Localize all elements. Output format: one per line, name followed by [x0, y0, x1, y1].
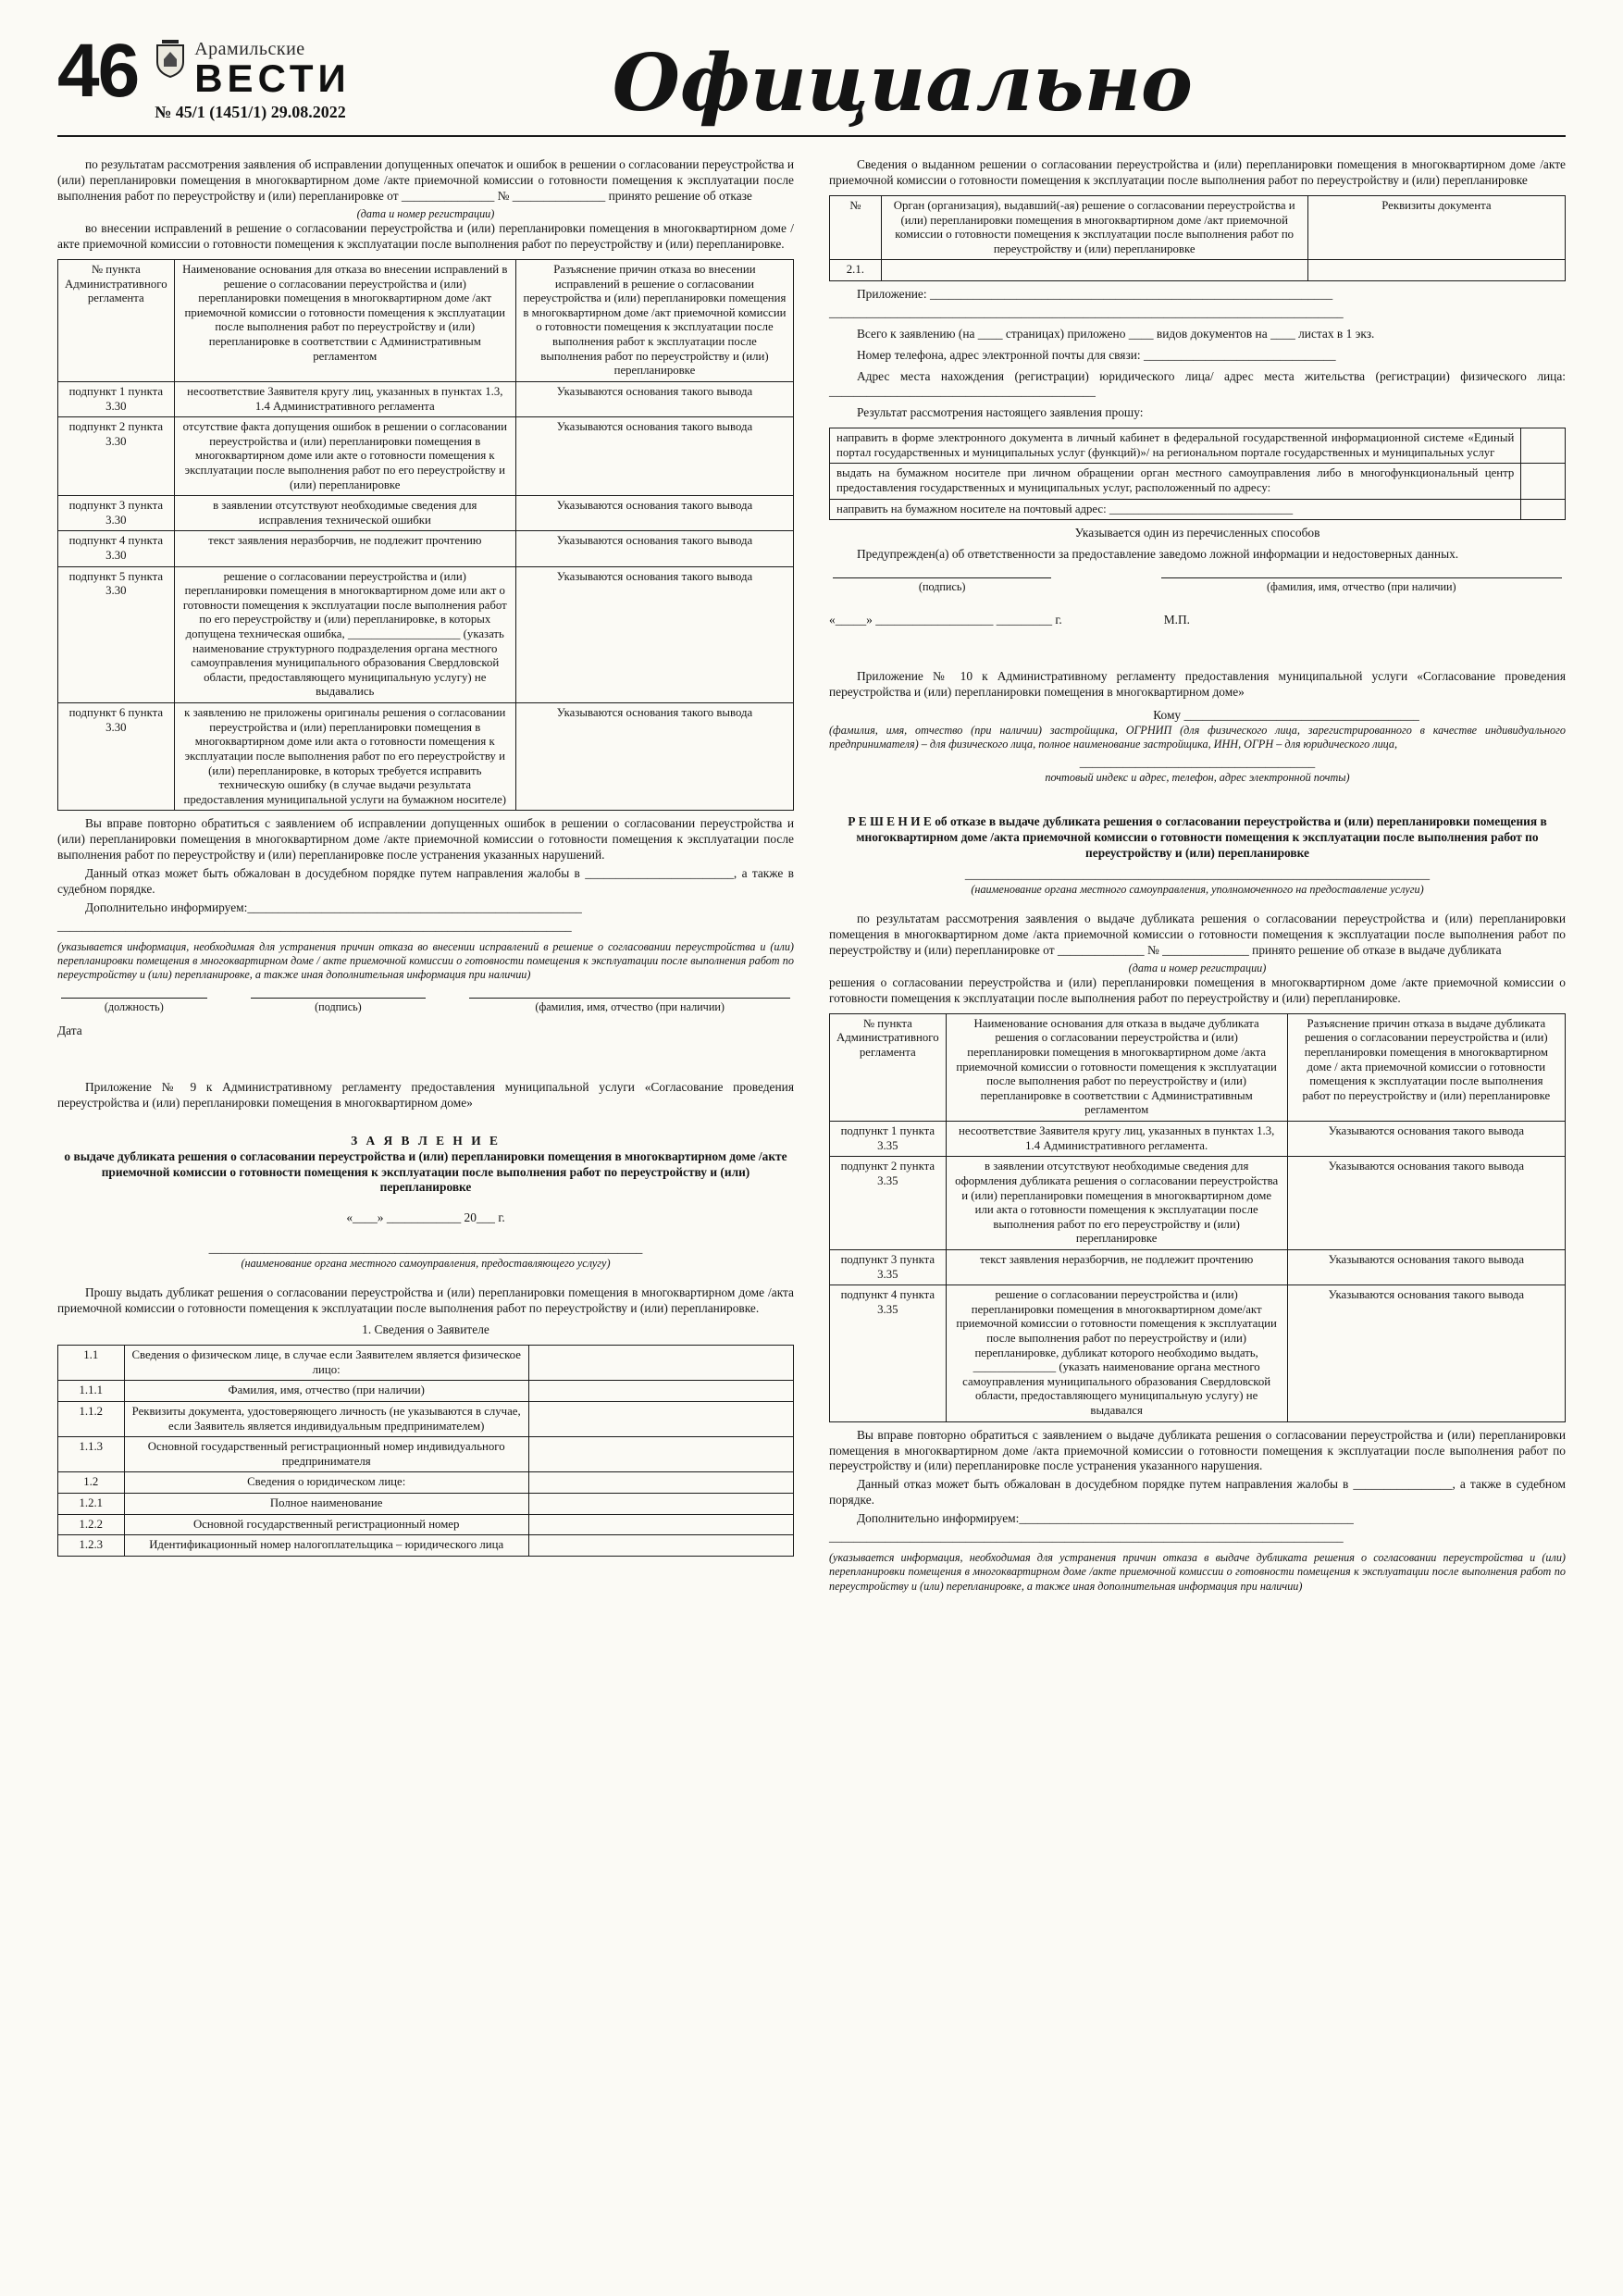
table-row — [830, 1157, 1566, 1250]
option-mark-cell — [1521, 428, 1566, 464]
appeal-paragraph: Данный отказ может быть обжалован в досудебном порядке путем направления жалобы в ________________, а также в судебном порядке. — [829, 1477, 1566, 1508]
statement-subtitle: о выдаче дубликата решения о согласовании переустройства и (или) перепланировки помещения в многоквартирном доме /акте приемочной комиссии о готовности помещения к эксплуатации после выполнения работ по переустройству и (или) перепланировке — [64, 1148, 787, 1195]
regulation-cell: подпункт 6 пункта 3.30 — [58, 703, 175, 811]
table-row — [830, 260, 1566, 281]
signature-label: (подпись) — [833, 577, 1051, 594]
refusal-intro-continued: во внесении исправлений в решение о согласовании переустройства и (или) перепланировки помещения в многоквартирном доме / акте приемочной комиссии о готовности помещения к эксплуатации после выполнения работ по переустройству и (или) перепланировке. — [57, 221, 794, 252]
delivery-option-label: выдать на бумажном носителе при личном обращении орган местного самоуправления либо в многофункциональный центр предоставления государственных и муниципальных услуг, расположенный по адресу: — [830, 464, 1521, 499]
content-columns — [57, 157, 1566, 1596]
value-cell — [528, 1535, 793, 1557]
reason-cell: Указываются основания такого вывода — [1287, 1249, 1565, 1285]
org-name-note: (наименование органа местного самоуправления, предоставляющего услугу) — [241, 1257, 611, 1271]
appeal-paragraph: Данный отказ может быть обжалован в досудебном порядке путем направления жалобы в ________________________, а также в судебном порядке. — [57, 866, 794, 896]
table-row — [58, 703, 794, 811]
claimant-info-table — [57, 1345, 794, 1557]
reason-cell: Указываются основания такого вывода — [515, 417, 793, 496]
brand-name-top: Арамильские — [194, 39, 305, 59]
item-label-cell: Полное наименование — [124, 1494, 528, 1515]
position-label: (должность) — [61, 998, 207, 1014]
reason-cell: Указываются основания такого вывода — [1287, 1157, 1565, 1250]
column-header-number: № — [830, 195, 882, 259]
column-header-organ: Орган (организация), выдавший(-ая) решение о согласовании переустройства и (или) перепланировки помещения в многоквартирном доме /акт приемочной комиссии о готовности помещения к эксплуатации после выполнения работ по переустройству и (или) перепланировке — [881, 195, 1307, 259]
regulation-cell: подпункт 2 пункта 3.35 — [830, 1157, 947, 1250]
basis-cell: решение о согласовании переустройства и (или) перепланировки помещения в многоквартирном доме или акт о готовности помещения к эксплуатации после выполнения работ по его переустройству и (или) перепланировке, в которых допущена техническая ошибка, ___________________ (указать наименование структурного подразделения органа местного самоуправления муниципального образования Свердловской области, предоставляющего муниципальную услугу) не выдавались — [174, 566, 515, 702]
reason-cell: Указываются основания такого вывода — [515, 531, 793, 566]
newspaper-logo — [155, 35, 350, 122]
item-number-cell: 1.1 — [58, 1346, 125, 1381]
table-row — [58, 1472, 794, 1494]
full-name-label: (фамилия, имя, отчество (при наличии) — [469, 998, 790, 1014]
value-cell — [1307, 260, 1565, 281]
to-whom-blank-line: ______________________________________ — [1079, 754, 1316, 769]
left-column — [57, 157, 794, 1596]
basis-cell: текст заявления неразборчив, не подлежит прочтению — [174, 531, 515, 566]
basis-cell: к заявлению не приложены оригиналы решения о согласовании переустройства и (или) перепланировки помещения в многоквартирном доме или акта о готовности помещения к эксплуатации после выполнения работ по его переустройству и (или) перепланировке, в которых требуется исправить техническую ошибку (в случае выдачи результата предоставления муниципальной услуги на бумажном носителе) — [174, 703, 515, 811]
reason-cell: Указываются основания такого вывода — [515, 566, 793, 702]
table-row — [58, 566, 794, 702]
date-blank-line: «_____» ___________________ _________ г. — [829, 613, 1062, 627]
brand-name-main: ВЕСТИ — [194, 56, 351, 100]
delivery-option-label: направить в форме электронного документа в личный кабинет в федеральной государственной информационной системе «Единый портал государственных и муниципальных услуг (функций)»/ на региональном портале государственных и муниципальных услуг — [830, 428, 1521, 464]
reason-cell: Указываются основания такого вывода — [515, 496, 793, 531]
address-line: Адрес места нахождения (регистрации) юридического лица/ адрес места жительства (регистрации) физического лица: ___________________________________________ — [829, 368, 1566, 399]
decision-title: Р Е Ш Е Н И Е об отказе в выдаче дубликата решения о согласовании переустройства и (или) перепланировки помещения в многоквартирном доме /акта приемочной комиссии о готовности помещения к эксплуатации после выполнения работ по переустройству и (или) перепланировке — [848, 814, 1547, 860]
column-header-regulation: № пункта Административного регламента — [830, 1013, 947, 1121]
to-whom-note-2: почтовый индекс и адрес, телефон, адрес электронной почты) — [1045, 770, 1350, 784]
basis-cell: текст заявления неразборчив, не подлежит прочтению — [946, 1249, 1287, 1285]
to-whom-line: Кому ______________________________________ — [1153, 708, 1419, 723]
issued-decision-paragraph: Сведения о выданном решении о согласовании переустройства и (или) перепланировки помещения в многоквартирном доме /акте приемочной комиссии о готовности помещения к эксплуатации после выполнения работ по переустройству и (или) перепланировке — [829, 157, 1566, 188]
column-header-requisites: Реквизиты документа — [1307, 195, 1565, 259]
regulation-cell: подпункт 1 пункта 3.35 — [830, 1122, 947, 1157]
column-header-basis: Наименование основания для отказа во внесении исправлений в решение о согласовании переустройства и (или) перепланировки помещения в многоквартирном доме /акт приемочной комиссии о готовности помещения к эксплуатации после выполнения работ по переустройству и (или) перепланировке в соответствии с Административным регламентом — [174, 260, 515, 382]
table-row — [830, 1122, 1566, 1157]
masthead — [57, 29, 1566, 137]
issue-number: № 45/1 (1451/1) 29.08.2022 — [155, 102, 346, 121]
signature-row — [833, 577, 1562, 594]
column-header-regulation: № пункта Административного регламента — [58, 260, 175, 382]
info-footnote: (указывается информация, необходимая для устранения причин отказа во внесении исправлений в решение о согласовании переустройства и (или) перепланировки помещения в многоквартирном доме / акте приемочной комиссии о готовности помещения к эксплуатации после выполнения работ по переустройству и (или) перепланировке, а также иная дополнительная информация при наличии) — [57, 939, 794, 982]
signature-row — [61, 998, 790, 1014]
delivery-options-note: Указывается один из перечисленных способов — [1074, 526, 1320, 540]
table-row — [58, 496, 794, 531]
regulation-cell: подпункт 3 пункта 3.30 — [58, 496, 175, 531]
reason-cell: Указываются основания такого вывода — [515, 703, 793, 811]
table-row — [58, 1437, 794, 1472]
basis-cell: отсутствие факта допущения ошибок в решении о согласовании переустройства и (или) перепланировки помещения в многоквартирном доме или акте о готовности помещения к эксплуатации после выполнения работ по его переустройству и (или) перепланировке — [174, 417, 515, 496]
date-label: Дата — [57, 1024, 82, 1038]
org-blank-line: ______________________________________________________________________ — [208, 1241, 643, 1256]
refusal-intro-paragraph: по результатам рассмотрения заявления об исправлении допущенных опечаток и ошибок в решении о согласовании переустройства и (или) перепланировки помещения в многоквартирном доме /акте приемочной комиссии о готовности помещения к эксплуатации после выполнения работ по переустройству и (или) перепланировке от _______________ № _______________ принято решение об отказе — [57, 157, 794, 203]
statement-date-line: «____» ____________ 20___ г. — [346, 1210, 505, 1225]
table-row — [58, 1535, 794, 1557]
section-title: Официально — [612, 37, 1193, 129]
additional-info-line: Дополнительно информируем:______________________________________________________ — [857, 1511, 1354, 1526]
decision-result-continued: решения о согласовании переустройства и (или) перепланировки помещения в многоквартирном доме /акте приемочной комиссии о готовности помещения к эксплуатации после выполнения работ по переустройству и (или) перепланировке. — [829, 975, 1566, 1005]
value-cell — [528, 1401, 793, 1436]
table-row — [58, 417, 794, 496]
value-cell — [528, 1346, 793, 1381]
table-row — [58, 1494, 794, 1515]
claimant-table-caption: 1. Сведения о Заявителе — [362, 1322, 489, 1337]
basis-cell: в заявлении отсутствуют необходимые сведения для оформления дубликата решения о согласовании переустройства и (или) перепланировки помещения в многоквартирном доме или акта о готовности помещения к эксплуатации после выполнения работ по его переустройству и (или) перепланировке — [946, 1157, 1287, 1250]
result-request-intro: Результат рассмотрения настоящего заявления прошу: — [857, 405, 1144, 420]
regulation-cell: подпункт 4 пункта 3.35 — [830, 1285, 947, 1421]
registration-date-note: (дата и номер регистрации) — [356, 206, 495, 220]
value-cell — [528, 1514, 793, 1535]
duplicate-request-paragraph: Прошу выдать дубликат решения о согласовании переустройства и (или) перепланировки помещения в многоквартирном доме /акта приемочной комиссии о готовности помещения к эксплуатации после выполнения работ по переустройству и (или) перепланировке. — [57, 1285, 794, 1316]
item-number-cell: 1.2.2 — [58, 1514, 125, 1535]
delivery-option-label: направить на бумажном носителе на почтовый адрес: _______________________________ — [830, 499, 1521, 520]
item-number-cell: 1.1.3 — [58, 1437, 125, 1472]
reason-cell: Указываются основания такого вывода — [1287, 1285, 1565, 1421]
value-cell — [528, 1381, 793, 1402]
blank-line: ___________________________________________________________________________________ — [57, 918, 572, 933]
table-row — [58, 1514, 794, 1535]
masthead-left — [57, 29, 351, 122]
issued-decision-table — [829, 195, 1566, 281]
warning-paragraph: Предупрежден(а) об ответственности за предоставление заведомо ложной информации и недостоверных данных. — [857, 547, 1459, 562]
item-number-cell: 1.1.1 — [58, 1381, 125, 1402]
item-label-cell: Основной государственный регистрационный номер — [124, 1514, 528, 1535]
blank-line: ___________________________________________________________________________________ — [829, 304, 1344, 319]
column-header-reason: Разъяснение причин отказа во внесении исправлений в решение о согласовании переустройства и (или) перепланировки помещения в многоквартирном доме /акт приемочной комиссии о готовности помещения к эксплуатации после выполнения работ к эксплуатации после выполнения работ по переустройству и (или) перепланировке — [515, 260, 793, 382]
stamp-placeholder: М.П. — [1163, 613, 1190, 627]
table-row — [830, 499, 1566, 520]
item-label-cell: Основной государственный регистрационный номер индивидуального предпринимателя — [124, 1437, 528, 1472]
regulation-cell: подпункт 5 пункта 3.30 — [58, 566, 175, 702]
reapply-paragraph: Вы вправе повторно обратиться с заявлением об исправлении допущенных ошибок в решении о согласовании переустройства и (или) перепланировки помещения в многоквартирном доме /акте приемочной комиссии о готовности помещения к эксплуатации после выполнения работ по переустройству и (или) перепланировке после устранения указанных нарушений. — [57, 816, 794, 863]
page-number: 46 — [57, 29, 139, 113]
table-row — [830, 464, 1566, 499]
basis-cell: несоответствие Заявителя кругу лиц, указанных в пунктах 1.3, 1.4 Административного регламента. — [946, 1122, 1287, 1157]
value-cell — [528, 1494, 793, 1515]
to-whom-note: (фамилия, имя, отчество (при наличии) застройщика, ОГРНИП (для физического лица, зарегистрированного в качестве индивидуального предпринимателя) – для физического лица, полное наименование застройщика, ИНН, ОГРН – для юридического лица, — [829, 724, 1566, 751]
table-row — [830, 1249, 1566, 1285]
additional-info-line: Дополнительно информируем:______________________________________________________ — [85, 900, 582, 914]
basis-cell: несоответствие Заявителя кругу лиц, указанных в пунктах 1.3, 1.4 Административного регламента — [174, 381, 515, 416]
regulation-cell: подпункт 2 пункта 3.30 — [58, 417, 175, 496]
reason-cell: Указываются основания такого вывода — [515, 381, 793, 416]
option-mark-cell — [1521, 464, 1566, 499]
item-label-cell: Сведения о юридическом лице: — [124, 1472, 528, 1494]
table-row — [58, 381, 794, 416]
table-header-row — [830, 1013, 1566, 1121]
attachment-total-line: Всего к заявлению (на ____ страницах) приложено ____ видов документов на ____ листах в 1 экз. — [857, 326, 1375, 341]
table-row — [58, 1401, 794, 1436]
table-row — [830, 428, 1566, 464]
item-number-cell: 1.1.2 — [58, 1401, 125, 1436]
duplicate-refusal-table — [829, 1013, 1566, 1422]
value-cell — [881, 260, 1307, 281]
item-number-cell: 1.2.3 — [58, 1535, 125, 1557]
annex10-heading: Приложение № 10 к Административному регламенту предоставления муниципальной услуги «Согласование проведения переустройства и (или) перепланировки помещения в многоквартирном доме» — [829, 669, 1566, 700]
table-header-row — [830, 195, 1566, 259]
right-column — [829, 157, 1566, 1596]
regulation-cell: подпункт 4 пункта 3.30 — [58, 531, 175, 566]
option-mark-cell — [1521, 499, 1566, 520]
delivery-options-table — [829, 428, 1566, 520]
annex9-heading: Приложение № 9 к Административному регламенту предоставления муниципальной услуги «Согласование проведения переустройства и (или) перепланировки помещения в многоквартирном доме» — [57, 1079, 794, 1110]
value-cell — [528, 1437, 793, 1472]
column-header-reason: Разъяснение причин отказа в выдаче дубликата решения о согласовании переустройства и (или) перепланировки помещения в многоквартирном доме / акта приемочной комиссии о готовности помещения к эксплуатации после выполнения работ по переустройству и (или) перепланировке — [1287, 1013, 1565, 1121]
regulation-cell: подпункт 1 пункта 3.30 — [58, 381, 175, 416]
registration-date-note: (дата и номер регистрации) — [1128, 961, 1267, 974]
item-label-cell: Фамилия, имя, отчество (при наличии) — [124, 1381, 528, 1402]
coat-of-arms-icon — [155, 39, 186, 80]
decision-org-note: (наименование органа местного самоуправления, уполномоченного на предоставление услуги) — [971, 882, 1424, 896]
item-number-cell: 1.2.1 — [58, 1494, 125, 1515]
column-header-basis: Наименование основания для отказа в выдаче дубликата решения о согласовании переустройства и (или) перепланировки помещения в многоквартирном доме /акта приемочной комиссии о готовности помещения к эксплуатации после выполнения работ по переустройству и (или) перепланировке в соответствии с Административным регламентом — [946, 1013, 1287, 1121]
basis-cell: решение о согласовании переустройства и (или) перепланировки помещения в многоквартирном доме/акт приемочной комиссии о готовности помещения к эксплуатации после выполнения работ по переустройству и (или) перепланировке, дубликат которого необходимо выдать, ______________ (указать наименование органа местного самоуправления муниципального образования Свердловской области, предоставляющего муниципальную услугу) не выдавался — [946, 1285, 1287, 1421]
full-name-label: (фамилия, имя, отчество (при наличии) — [1161, 577, 1562, 594]
table-row — [830, 1285, 1566, 1421]
date-stamp-row — [829, 613, 1566, 628]
attachment-line: Приложение: _________________________________________________________________ — [857, 287, 1333, 302]
phone-line: Номер телефона, адрес электронной почты для связи: _______________________________ — [857, 347, 1336, 362]
table-row — [58, 1381, 794, 1402]
info-footnote: (указывается информация, необходимая для устранения причин отказа в выдаче дубликата решения о согласовании переустройства и (или) перепланировки помещения в многоквартирном доме /акте приемочной комиссии о готовности помещения к эксплуатации после выполнения работ по переустройству и (или) перепланировке, а также иная дополнительная информация при наличии) — [829, 1550, 1566, 1593]
item-number-cell: 1.2 — [58, 1472, 125, 1494]
reapply-paragraph: Вы вправе повторно обратиться с заявлением о выдаче дубликата решения о согласовании переустройства и (или) перепланировки помещения в многоквартирном доме /акта приемочной комиссии о готовности помещения к эксплуатации после выполнения работ по переустройству и (или) перепланировке после устранения указанного нарушения. — [829, 1427, 1566, 1473]
table-row — [58, 1346, 794, 1381]
decision-result-paragraph: по результатам рассмотрения заявления о выдаче дубликата решения о согласовании переустройства и (или) перепланировки помещения в многоквартирном доме /акта приемочной комиссии о готовности помещения к эксплуатации после выполнения работ по переустройству и (или) перепланировке от ______________ № ______________ принято решение об отказе в выдаче дубликата — [829, 911, 1566, 957]
item-number-cell: 2.1. — [830, 260, 882, 281]
item-label-cell: Реквизиты документа, удостоверяющего личность (не указываются в случае, если Заявитель является индивидуальным предпринимателем) — [124, 1401, 528, 1436]
regulation-cell: подпункт 3 пункта 3.35 — [830, 1249, 947, 1285]
refusal-corrections-table — [57, 259, 794, 811]
signature-label: (подпись) — [251, 998, 426, 1014]
basis-cell: в заявлении отсутствуют необходимые сведения для исправления технической ошибки — [174, 496, 515, 531]
table-row — [58, 531, 794, 566]
value-cell — [528, 1472, 793, 1494]
reason-cell: Указываются основания такого вывода — [1287, 1122, 1565, 1157]
blank-line: ___________________________________________________________________________________ — [829, 1529, 1344, 1544]
statement-title: З А Я В Л Е Н И Е — [351, 1133, 501, 1148]
item-label-cell: Идентификационный номер налогоплательщика – юридического лица — [124, 1535, 528, 1557]
table-header-row — [58, 260, 794, 382]
item-label-cell: Сведения о физическом лице, в случае если Заявителем является физическое лицо: — [124, 1346, 528, 1381]
decision-org-blank-line: ___________________________________________________________________________ — [964, 866, 1431, 881]
